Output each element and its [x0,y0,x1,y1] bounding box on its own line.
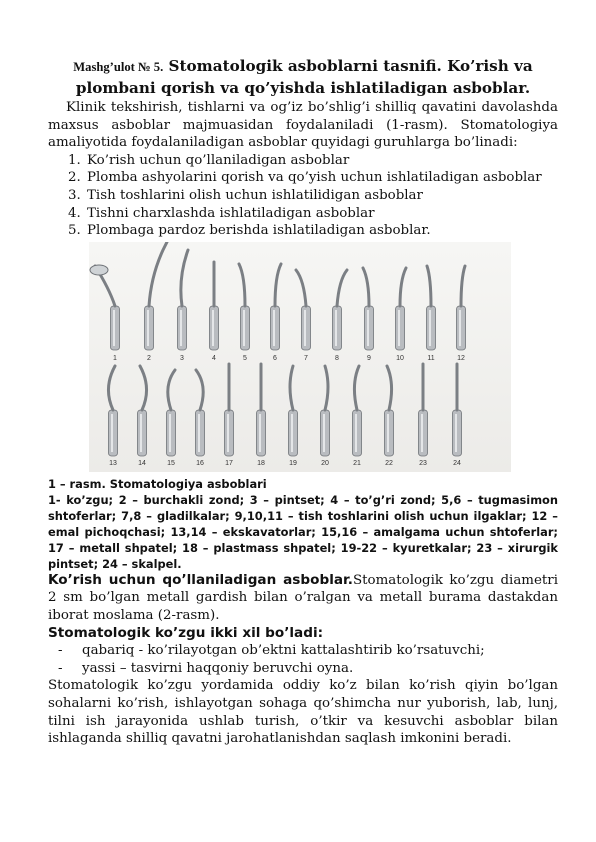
intro-paragraph: Klinik tekshirish, tishlarni va og’iz bo’shlig’i shilliq qavatini davolashda maxsus asboblar majmuasidan foydalaniladi (1-rasm). Stomatologiya amaliyotida foydalaniladigan asboblar quyidagi guruhlarga bo’linadi: [48,100,558,151]
top-row-instrument [457,266,466,350]
figure-number-label: 20 [321,459,329,467]
top-row-instrument [95,266,120,350]
instruments-illustration [89,242,511,472]
top-row-instrument [178,250,189,350]
figure-number-label: 22 [385,459,393,467]
bottom-row-instrument [167,370,176,456]
figure-number-label: 5 [243,354,247,362]
title-line-2: plombani qorish va qo’yishda ishlatiladigan asboblar. [75,79,531,97]
list-item: - yassi – tasvirni haqqoniy beruvchi oyna. [58,660,558,678]
lesson-number: Mashg’ulot № 5. [73,60,164,74]
figure-number-label: 1 [113,354,117,362]
caption-text: 1- ko’zgu; 2 – burchakli zond; 3 – pintset; 4 – to’g’ri zond; 5,6 – tugmasimon shtoferlar; 7,8 – gladilkalar; 9,10,11 – tish toshlarini olish uchun ilgaklar; 12 – emal pichoqchasi; 13,14 – ekskavatorlar; 15,16 – amalgama uchun shtoferlar; 17 – metall shpatel; 18 – plastmass shpatel; 19-22 – kyuretkalar; 23 – xirurgik pintset; 24 – skalpel. [48,492,558,571]
bottom-row-instrument [108,366,117,456]
bottom-row-instrument [289,366,298,456]
figure-number-label: 12 [457,354,465,362]
mirror-types-list [48,642,558,677]
instruments-group [90,242,466,467]
figure-number-label: 21 [353,459,361,467]
bottom-row-instrument [385,366,394,456]
bottom-row-instrument [453,364,462,456]
bottom-row-instrument [321,366,330,456]
figure-number-label: 16 [196,459,204,467]
figure-number-label: 2 [147,354,151,362]
figure-number-label: 8 [335,354,339,362]
list-item: 5. Plombaga pardoz berishda ishlatiladigan asboblar. [85,222,558,240]
top-row-instrument [210,262,219,350]
dental-instruments-figure [89,242,511,472]
figure-number-label: 18 [257,459,265,467]
list-item: 3. Tish toshlarini olish uchun ishlatilidigan asboblar [85,187,558,205]
viewing-instruments-paragraph [48,572,558,625]
top-row-instrument [271,264,282,350]
figure-number-label: 24 [453,459,461,467]
mirror-head [90,265,108,275]
figure-number-label: 17 [225,459,233,467]
bottom-row-instrument [353,366,362,456]
list-item: 1. Ko’rish uchun qo’llaniladigan asboblar [85,152,558,170]
top-row-instrument [363,268,374,350]
section-text: Stomatologik ko’zgu diametri 2 sm bo’lgan metall gardish bilan o’ralgan va metall burama dastakdan iborat moslama (2-rasm). [48,572,558,623]
caption-title: 1 – rasm. Stomatologiya asboblari [48,476,267,491]
figure-number-label: 15 [167,459,175,467]
mirror-types-title: Stomatologik ko’zgu ikki xil bo’ladi: [48,624,324,641]
figure-number-label: 9 [367,354,371,362]
top-row-instrument [296,270,311,350]
figure-number-label: 6 [273,354,277,362]
bottom-row-instrument [196,370,205,456]
top-row-instrument [396,268,407,350]
bottom-row-instrument [138,366,147,456]
figure-caption [48,476,558,572]
top-row-instrument [427,266,436,350]
mirror-types-heading [48,625,558,643]
list-item: 4. Tishni charxlashda ishlatiladigan asboblar [85,205,558,223]
figure-number-label: 23 [419,459,427,467]
bottom-row-instrument [257,364,266,456]
figure-number-label: 11 [427,354,435,362]
figure-number-label: 14 [138,459,146,467]
title-line-1: Stomatologik asboblarni tasnifi. Ko’rish va [168,57,533,75]
figure-number-label: 4 [212,354,216,362]
document-page [48,56,558,748]
top-row-instrument [239,264,250,350]
bottom-row-instrument [419,364,428,456]
figure-number-label: 19 [289,459,297,467]
figure-number-label: 7 [304,354,308,362]
page-title [48,56,558,99]
figure-number-label: 3 [180,354,184,362]
closing-paragraph: Stomatologik ko’zgu yordamida oddiy ko’z bilan ko’rish qiyin bo’lgan sohalarni ko’rish, ishlayotgan sohaga qo’shimcha nur yuborish, lab, lunj, tilni ish jarayonida ushlab turish, o’tkir va kesuvchi asboblar bilan ishlaganda shilliq qavatni jarohatlanishdan saqlash imkonini beradi. [48,678,558,747]
top-row-instrument [333,270,348,350]
top-row-instrument [145,242,168,350]
figure-number-label: 10 [396,354,404,362]
section-heading: Ko’rish uchun qo’llaniladigan asboblar. [48,571,353,588]
instrument-groups-list [48,152,558,240]
list-item: - qabariq - ko’rilayotgan ob’ektni kattalashtirib ko’rsatuvchi; [58,642,558,660]
bottom-row-instrument [225,364,234,456]
figure-number-label: 13 [109,459,117,467]
list-item: 2. Plomba ashyolarini qorish va qo’yish uchun ishlatiladigan asboblar [85,169,558,187]
